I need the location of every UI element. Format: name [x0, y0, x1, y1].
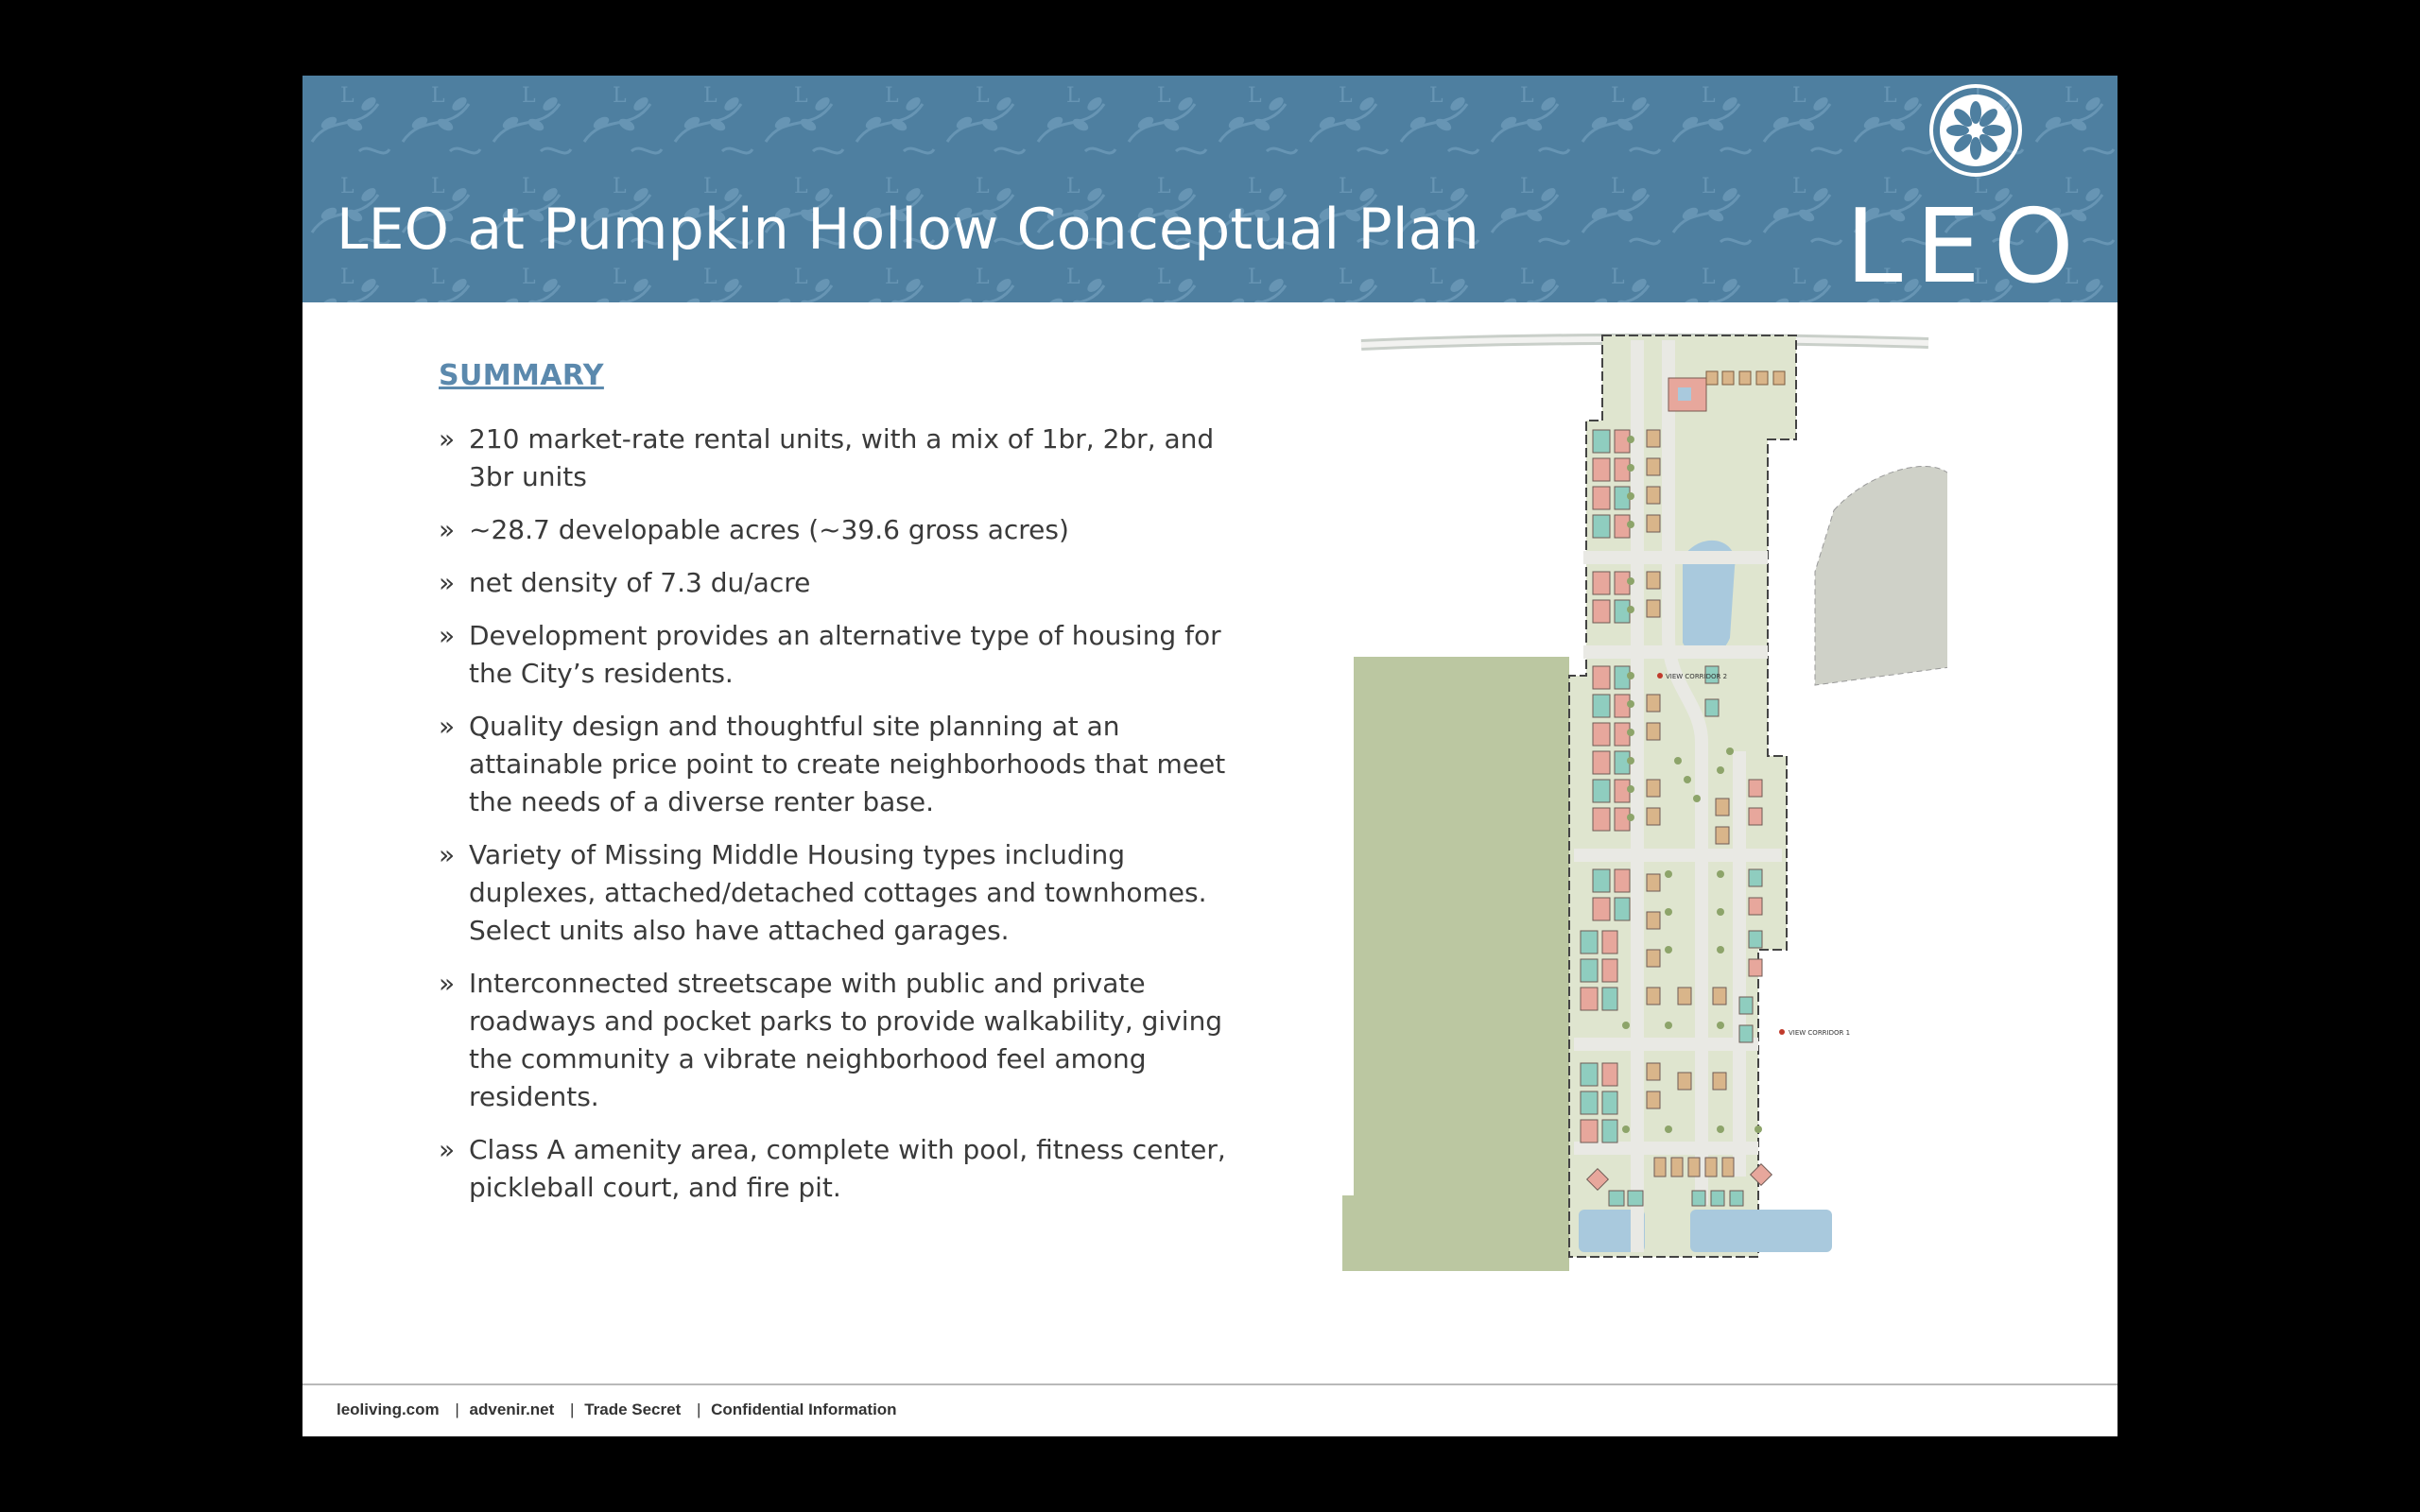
- cottages-top: [1706, 371, 1785, 385]
- bullet-marker-icon: »: [439, 839, 456, 870]
- footer-separator: |: [570, 1400, 575, 1418]
- bullet-marker-icon: »: [439, 968, 456, 999]
- footer-separator: |: [696, 1400, 701, 1418]
- summary-heading: SUMMARY: [439, 359, 604, 392]
- summary-item: [439, 836, 1233, 950]
- bullet-marker-icon: »: [439, 423, 456, 455]
- footer-divider: [302, 1383, 2118, 1385]
- footer-separator: |: [455, 1400, 459, 1418]
- neighbor-parcel: [1815, 466, 1947, 685]
- slide: [302, 76, 2118, 1436]
- summary-item: [439, 1131, 1233, 1207]
- footer: [337, 1400, 903, 1419]
- summary-item-text: Variety of Missing Middle Housing types including duplexes, attached/detached cottages and townhomes. Select units also have attached garages.: [469, 839, 1207, 946]
- summary-list: [439, 421, 1233, 1207]
- bullet-marker-icon: »: [439, 620, 456, 651]
- summary-item: [439, 421, 1233, 496]
- bullet-marker-icon: »: [439, 567, 456, 598]
- footer-confidential: Confidential Information: [711, 1400, 897, 1418]
- view-corridor-1: [1779, 1029, 1850, 1037]
- flower-emblem-icon: [1928, 83, 2023, 178]
- bullet-marker-icon: »: [439, 514, 456, 545]
- footer-link-leoliving[interactable]: leoliving.com: [337, 1400, 440, 1418]
- amenity-clubhouse: [1668, 378, 1706, 411]
- summary-item: [439, 511, 1233, 549]
- bullet-marker-icon: »: [439, 711, 456, 742]
- summary-item-text: Development provides an alternative type of housing for the City’s residents.: [469, 620, 1221, 689]
- summary-item: [439, 617, 1233, 693]
- summary-item-text: Class A amenity area, complete with pool, fitness center, pickleball court, and fire pit.: [469, 1134, 1226, 1203]
- summary-section: [439, 359, 1233, 1222]
- footer-link-advenir[interactable]: advenir.net: [469, 1400, 555, 1418]
- summary-item-text: Quality design and thoughtful site planning at an attainable price point to create neighborhoods that meet the needs of a diverse renter base.: [469, 711, 1226, 817]
- page-title: LEO at Pumpkin Hollow Conceptual Plan: [337, 197, 1479, 263]
- summary-item: [439, 965, 1233, 1116]
- open-green-area: [1342, 657, 1569, 1271]
- leo-logo: [1839, 83, 2094, 302]
- view-corridor-1-label: VIEW CORRIDOR 1: [1789, 1029, 1851, 1037]
- footer-trade-secret: Trade Secret: [584, 1400, 682, 1418]
- summary-item: [439, 708, 1233, 821]
- logo-wordmark: LEO: [1845, 188, 2087, 302]
- summary-item-text: Interconnected streetscape with public and private roadways and pocket parks to provide walkability, giving the community a vibrate neighborhood feel among residents.: [469, 968, 1223, 1112]
- summary-item-text: ~28.7 developable acres (~39.6 gross acres): [469, 514, 1069, 545]
- bullet-marker-icon: »: [439, 1134, 456, 1165]
- view-corridor-2-label: VIEW CORRIDOR 2: [1666, 673, 1728, 680]
- summary-item-text: net density of 7.3 du/acre: [469, 567, 811, 598]
- view-corridor-2: [1657, 673, 1727, 680]
- site-plan-map: [1342, 326, 1947, 1309]
- retention-basin-right: [1690, 1210, 1832, 1252]
- summary-item: [439, 564, 1233, 602]
- summary-item-text: 210 market-rate rental units, with a mix of 1br, 2br, and 3br units: [469, 423, 1215, 492]
- header-banner: [302, 76, 2118, 302]
